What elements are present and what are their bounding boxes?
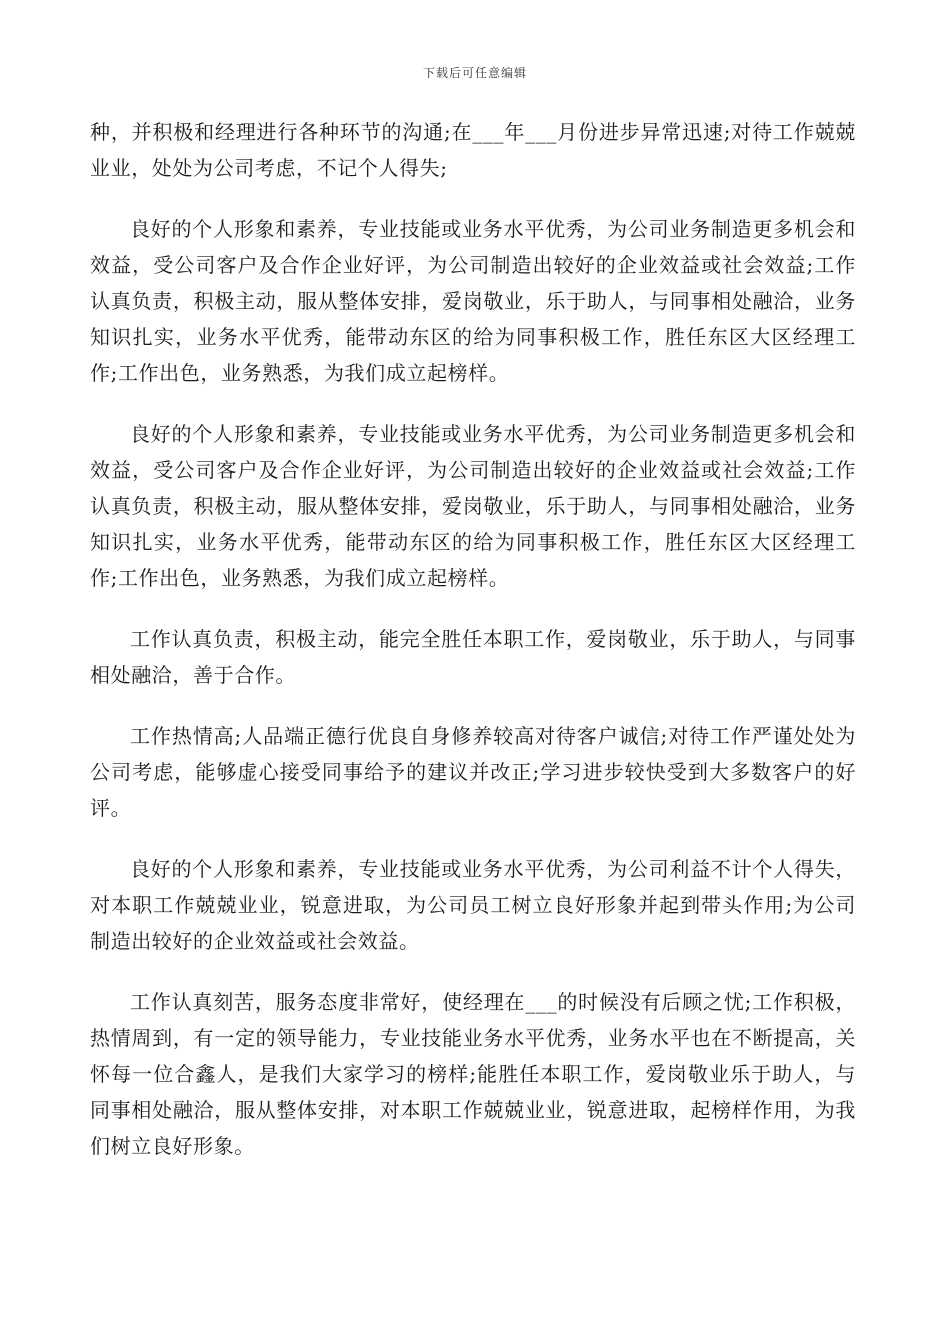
paragraph-3: 良好的个人形象和素养，专业技能或业务水平优秀，为公司业务制造更多机会和效益，受公司客户及合作企业好评，为公司制造出较好的企业效益或社会效益;工作认真负责，积极主动，服从整体安排，爱岗敬业，乐于助人，与同事相处融洽，业务知识扎实，业务水平优秀，能带动东区的给为同事积极工作，胜任东区大区经理工作;工作出色，业务熟悉，为我们成立起榜样。 <box>90 422 856 590</box>
page-header: 下载后可任意编辑 <box>422 66 527 80</box>
paragraph-2: 良好的个人形象和素养，专业技能或业务水平优秀，为公司业务制造更多机会和效益，受公司客户及合作企业好评，为公司制造出较好的企业效益或社会效益;工作认真负责，积极主动，服从整体安排，爱岗敬业，乐于助人，与同事相处融洽，业务知识扎实，业务水平优秀，能带动东区的给为同事积极工作，胜任东区大区经理工作;工作出色，业务熟悉，为我们成立起榜样。 <box>90 217 856 385</box>
paragraph-7: 工作认真刻苦，服务态度非常好，使经理在___的时候没有后顾之忧;工作积极，热情周到，有一定的领导能力，专业技能业务水平优秀，业务水平也在不断提高，关怀每一位合鑫人，是我们大家学习的榜样;能胜任本职工作，爱岗敬业乐于助人，与同事相处融洽，服从整体安排，对本职工作兢兢业业，锐意进取，起榜样作用，为我们树立良好形象。 <box>90 990 856 1158</box>
paragraph-4: 工作认真负责，积极主动，能完全胜任本职工作，爱岗敬业，乐于助人，与同事相处融洽，善于合作。 <box>90 627 856 687</box>
paragraph-6: 良好的个人形象和素养，专业技能或业务水平优秀，为公司利益不计个人得失，对本职工作兢兢业业，锐意进取，为公司员工树立良好形象并起到带头作用;为公司制造出较好的企业效益或社会效益。 <box>90 857 856 953</box>
paragraph-5: 工作热情高;人品端正德行优良自身修养较高对待客户诚信;对待工作严谨处处为公司考虑，能够虚心接受同事给予的建议并改正;学习进步较快受到大多数客户的好评。 <box>90 724 856 820</box>
document-body <box>90 114 856 1189</box>
paragraph-1: 种，并积极和经理进行各种环节的沟通;在___年___月份进步异常迅速;对待工作兢兢业业，处处为公司考虑，不记个人得失; <box>90 120 856 180</box>
